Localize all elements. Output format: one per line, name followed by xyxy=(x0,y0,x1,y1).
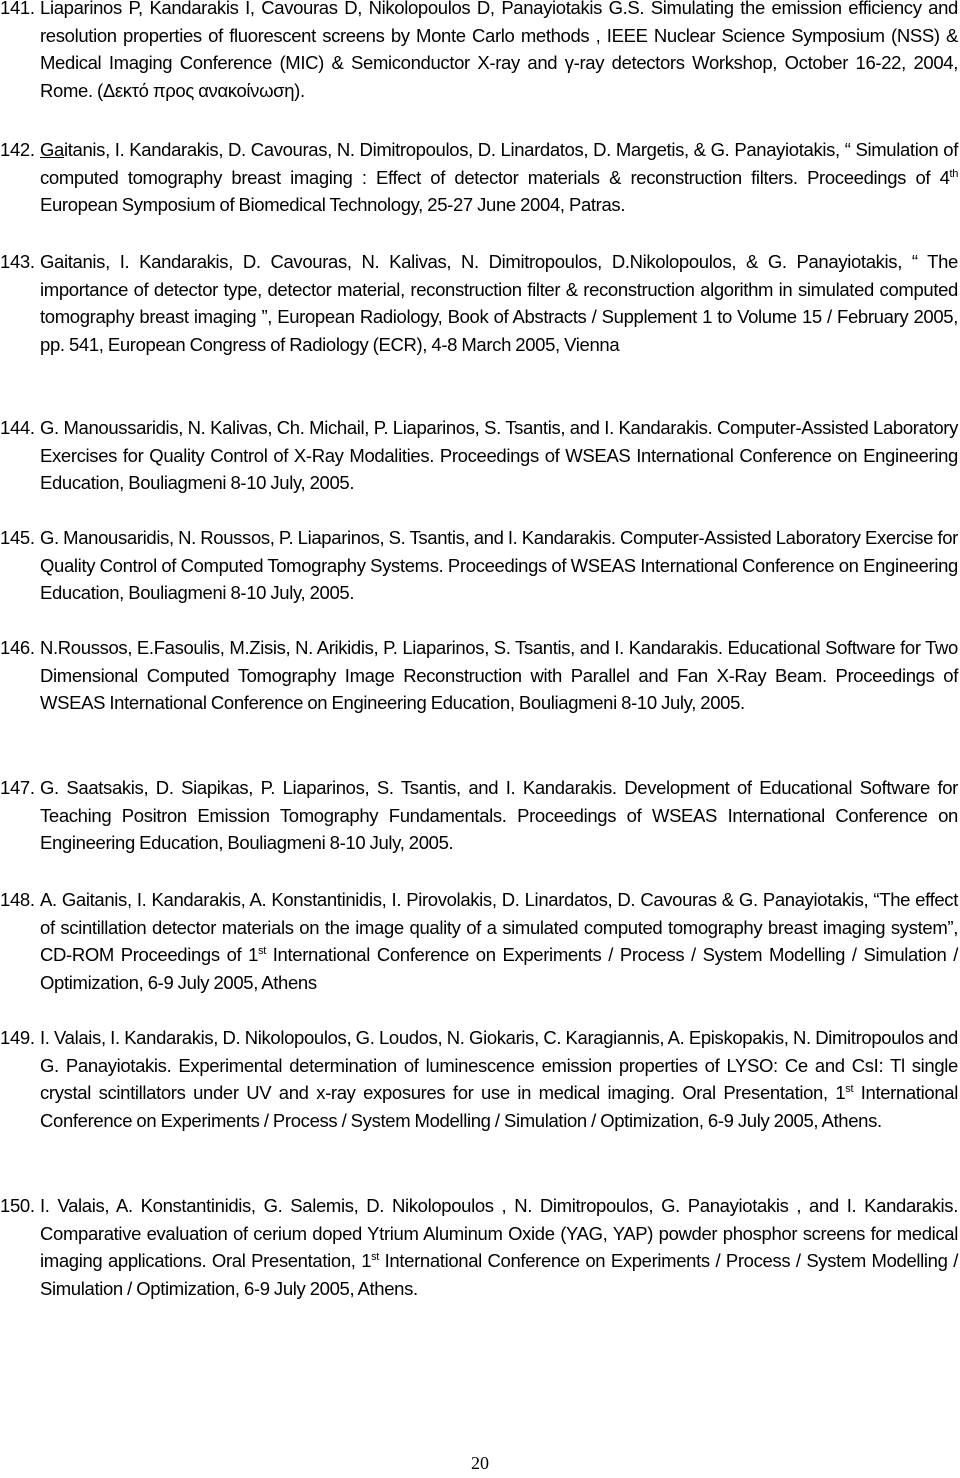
reference-number: 142. xyxy=(0,139,35,160)
page-number: 20 xyxy=(471,1453,489,1473)
reference-text-part: I. Valais, A. Konstantinidis, G. Salemis, D. Nikolopoulos , N. Dimitropoulos, G. Panayiotakis , and I. Kandarakis. Comparative evaluation of cerium doped Ytrium Aluminum Oxide (YAG, YAP) powder phosphor screens for medical imaging applications. Oral Presentation, 1 xyxy=(40,1195,958,1272)
reference-entry-144 xyxy=(0,414,958,497)
reference-entry-148 xyxy=(0,886,958,996)
reference-text-part: A. Gaitanis, I. Kandarakis, A. Konstantinidis, I. Pirovolakis, D. Linardatos, D. Cavouras & G. Panayiotakis, “The effect of scintillation detector materials on the image quality of a simulated computed tomography breast imaging system”, CD-ROM Proceedings of 1 xyxy=(40,889,958,966)
reference-text-part: I. Valais, I. Kandarakis, D. Nikolopoulos, G. Loudos, N. Giokaris, C. Karagiannis, A. Episkopakis, N. Dimitropoulos and G. Panayiotakis. Experimental determination of luminescence emission properties of LYSO: Ce and CsI: Tl single crystal scintillators under UV and x-ray exposures for use in medical imaging. Oral Presentation, 1 xyxy=(40,1027,958,1104)
reference-text-part: International Conference on Experiments / Process / System Modelling / Simulation / Optimization, 6-9 July 2005, Athens. xyxy=(40,1082,959,1131)
reference-entry-143 xyxy=(0,248,958,358)
superscript: th xyxy=(949,167,958,180)
reference-text: Gaitanis, I. Kandarakis, D. Cavouras, N. Kalivas, N. Dimitropoulos, D.Nikolopoulos, & G. Panayiotakis, “ The importance of detector type, detector material, reconstruction filter & reconstruction algorithm in simulated computed tomography breast imaging ”, European Radiology, Book of Abstracts / Supplement 1 to Volume 15 / February 2005, pp. 541, European Congress of Radiology (ECR), 4-8 March 2005, Vienna xyxy=(40,251,958,355)
reference-entry-146 xyxy=(0,634,958,717)
superscript: st xyxy=(371,1251,379,1264)
reference-entry-142 xyxy=(0,136,958,219)
reference-text: Liaparinos P, Kandarakis I, Cavouras D, Nikolopoulos D, Panayiotakis G.S. Simulating the emission efficiency and resolution properties of fluorescent screens by Monte Carlo methods , IEEE Nuclear Science Symposium (NSS) & Medical Imaging Conference (MIC) & Semiconductor X-ray and γ-ray detectors Workshop, October 16-22, 2004, Rome. (Δεκτό προς ανακοίνωση). xyxy=(40,0,958,101)
reference-number: 147. xyxy=(0,777,35,798)
reference-text-part: itanis, I. Kandarakis, D. Cavouras, N. Dimitropoulos, D. Linardatos, D. Margetis, & G. Panayiotakis, “ Simulation of computed tomography breast imaging : Effect of detector materials & reconstruction filters. Proceedings of 4 xyxy=(40,139,958,188)
reference-entry-150 xyxy=(0,1192,958,1302)
reference-number: 145. xyxy=(0,527,35,548)
superscript: st xyxy=(258,945,266,958)
superscript: st xyxy=(845,1083,854,1096)
reference-text: G. Manoussaridis, N. Kalivas, Ch. Michail, P. Liaparinos, S. Tsantis, and I. Kandarakis. Computer-Assisted Laboratory Exercises for Quality Control of X-Ray Modalities. Proceedings of WSEAS International Conference on Engineering Education, Bouliagmeni 8-10 July, 2005. xyxy=(40,417,958,494)
reference-text-part: International Conference on Experiments / Process / System Modelling / Simulation / Optimization, 6-9 July 2005, Athens xyxy=(40,944,958,993)
reference-entry-141 xyxy=(0,0,958,104)
reference-entry-149 xyxy=(0,1024,958,1134)
reference-number: 144. xyxy=(0,417,35,438)
reference-text xyxy=(40,886,958,996)
reference-number: 150. xyxy=(0,1195,35,1216)
reference-text xyxy=(40,136,958,219)
underlined-fragment: Ga xyxy=(40,139,64,160)
reference-text: N.Roussos, E.Fasoulis, M.Zisis, N. Arikidis, P. Liaparinos, S. Tsantis, and I. Kandarakis. Educational Software for Two Dimensional Computed Tomography Image Reconstruction with Parallel and Fan X-Ray Beam. Proceedings of WSEAS International Conference on Engineering Education, Bouliagmeni 8-10 July, 2005. xyxy=(40,637,958,714)
reference-number: 143. xyxy=(0,251,35,272)
reference-entry-147 xyxy=(0,774,958,857)
reference-number: 149. xyxy=(0,1027,35,1048)
reference-text-part: European Symposium of Biomedical Technology, 25-27 June 2004, Patras. xyxy=(40,194,626,216)
reference-text xyxy=(40,1192,958,1302)
reference-text: G. Manousaridis, N. Roussos, P. Liaparinos, S. Tsantis, and I. Kandarakis. Computer-Assisted Laboratory Exercise for Quality Control of Computed Tomography Systems. Proceedings of WSEAS International Conference on Engineering Education, Bouliagmeni 8-10 July, 2005. xyxy=(40,527,958,604)
reference-number: 141. xyxy=(0,0,35,18)
reference-text xyxy=(40,1024,958,1134)
reference-number: 148. xyxy=(0,889,35,910)
reference-text-part: International Conference on Experiments / Process / System Modelling / Simulation / Optimization, 6-9 July 2005, Athens. xyxy=(40,1250,958,1299)
reference-text: G. Saatsakis, D. Siapikas, P. Liaparinos, S. Tsantis, and I. Kandarakis. Development of Educational Software for Teaching Positron Emission Tomography Fundamentals. Proceedings of WSEAS International Conference on Engineering Education, Bouliagmeni 8-10 July, 2005. xyxy=(40,777,958,854)
reference-number: 146. xyxy=(0,637,35,658)
reference-entry-145 xyxy=(0,524,958,607)
